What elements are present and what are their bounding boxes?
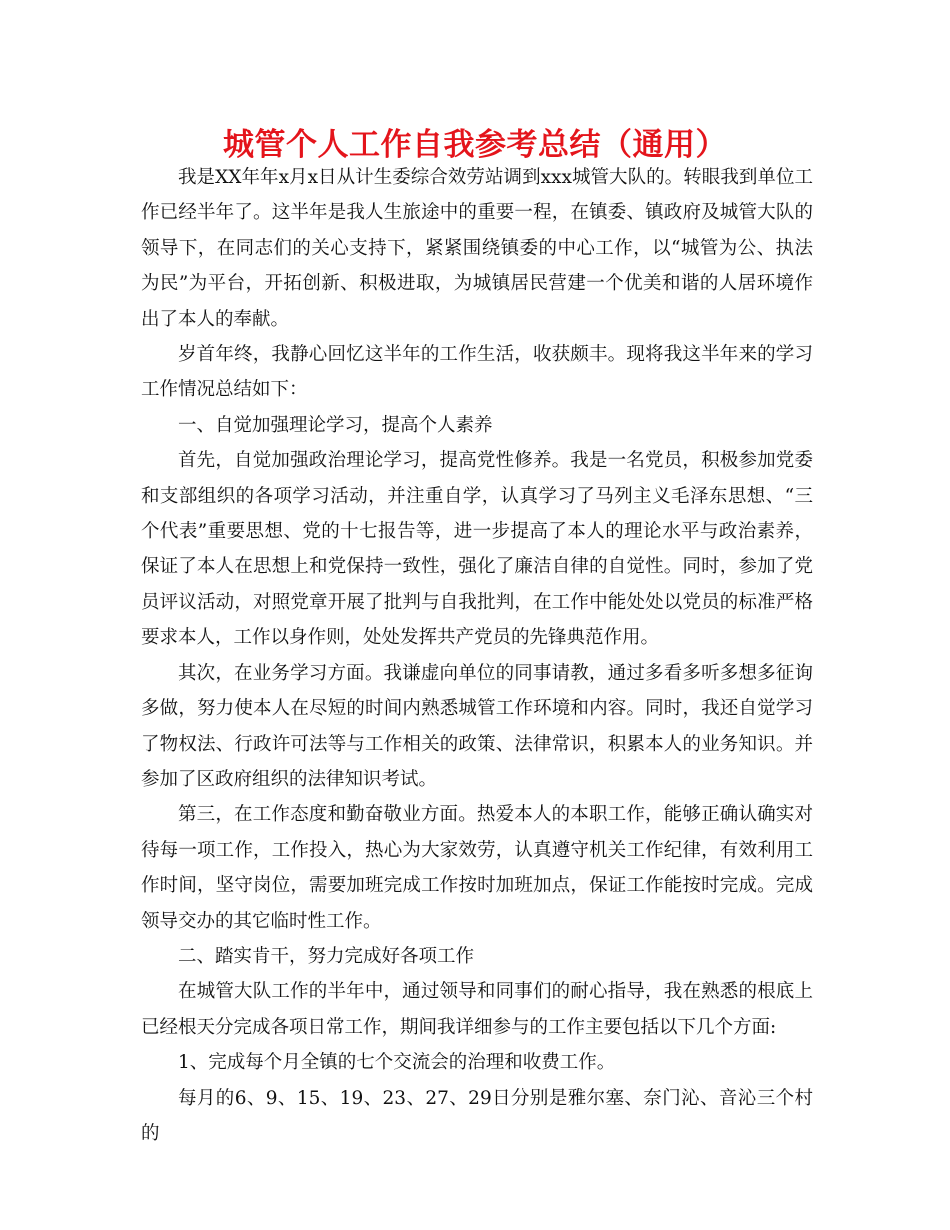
list-item-1: 1、完成每个月全镇的七个交流会的治理和收费工作。 (178, 1052, 616, 1074)
paragraph-work-attitude: 第三，在工作态度和勤奋敬业方面。热爱本人的本职工作，能够正确认确实对待每一项工作，工作投入，热心为大家效劳，认真遵守机关工作纪律，有效利用工作时间，坚守岗位，需要加班完成工作按时加班加点，保证工作能按时完成。完成领导交办的其它临时性工作。 (141, 804, 813, 932)
document-title: 城管个人工作自我参考总结（通用） (223, 127, 727, 163)
paragraph-business-study: 其次，在业务学习方面。我谦虚向单位的同事请教，通过多看多听多想多征询多做，努力使本人在尽短的时间内熟悉城管工作环境和内容。同时，我还自觉学习了物权法、行政许可法等与工作相关的政策、法律常识，积累本人的业务知识。并参加了区政府组织的法律知识考试。 (141, 662, 813, 790)
paragraph-summary-intro: 岁首年终，我静心回忆这半年的工作生活，收获颇丰。现将我这半年来的学习工作情况总结如下： (141, 344, 813, 401)
paragraph-political-study: 首先，自觉加强政治理论学习，提高党性修养。我是一名党员，积极参加党委和支部组织的各项学习活动，并注重自学，认真学习了马列主义毛泽东思想、“三个代表”重要思想、党的十七报告等，进一步提高了本人的理论水平与政治素养，保证了本人在思想上和党保持一致性，强化了廉洁自律的自觉性。同时，参加了党员评议活动，对照党章开展了批判与自我批判，在工作中能处处以党员的标准严格要求本人，工作以身作则，处处发挥共产党员的先锋典范作用。 (141, 450, 813, 649)
section-heading-2: 二、踏实肯干，努力完成好各项工作 (178, 945, 475, 967)
paragraph-monthly-schedule: 每月的6、9、15、19、23、27、29日分别是雅尔塞、奈门沁、音沁三个村的 (141, 1087, 813, 1144)
paragraph-work-overview: 在城管大队工作的半年中，通过领导和同事们的耐心指导，我在熟悉的根底上已经根天分完成各项日常工作，期间我详细参与的工作主要包括以下几个方面: (141, 981, 813, 1038)
document-body (141, 160, 813, 1151)
paragraph-intro: 我是XX年年x月x日从计生委综合效劳站调到xxx城管大队的。转眼我到单位工作已经半年了。这半年是我人生旅途中的重要一程，在镇委、镇政府及城管大队的领导下，在同志们的关心支持下，紧紧围绕镇委的中心工作，以“城管为公、执法为民”为平台，开拓创新、积极进取，为城镇居民营建一个优美和谐的人居环境作出了本人的奉献。 (141, 167, 813, 330)
section-heading-1: 一、自觉加强理论学习，提高个人素养 (178, 414, 493, 436)
